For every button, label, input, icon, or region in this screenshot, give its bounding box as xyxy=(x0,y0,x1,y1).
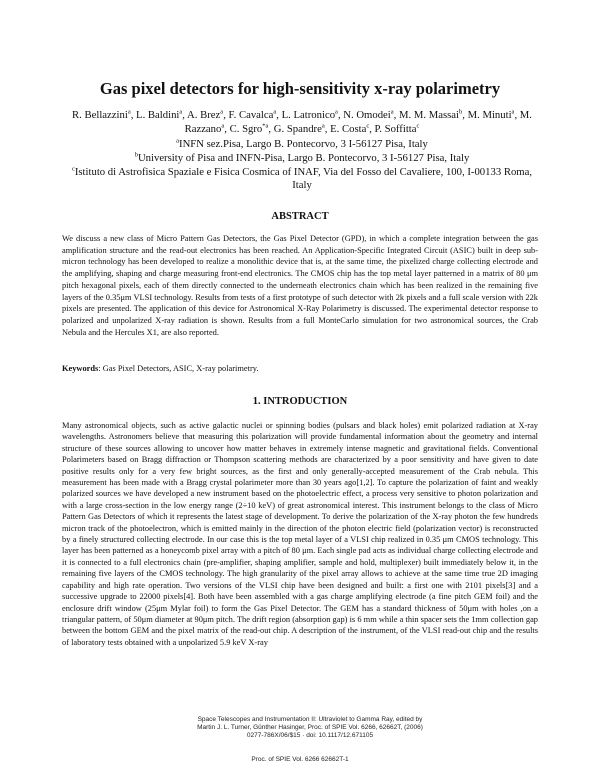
publication-footer xyxy=(170,716,450,741)
author xyxy=(468,109,515,121)
author-affiliation-mark: *a xyxy=(262,122,269,130)
paper-title: Gas pixel detectors for high-sensitivity x-ray polarimetry xyxy=(99,79,501,98)
author-affiliation-mark: a xyxy=(127,108,131,116)
author-name: R. Bellazzini xyxy=(72,109,128,121)
author-name: C. Sgro xyxy=(229,123,263,136)
keywords-label: Keywords xyxy=(62,364,99,373)
affiliation-mark: b xyxy=(134,151,138,159)
author xyxy=(375,123,420,135)
author xyxy=(72,109,131,121)
author-affiliation-mark: a xyxy=(335,108,338,116)
author xyxy=(274,123,325,135)
affiliation xyxy=(70,138,534,152)
author-name: M. Razzano xyxy=(184,109,532,136)
keywords-text: : Gas Pixel Detectors, ASIC, X-ray polarimetry. xyxy=(98,364,259,373)
author xyxy=(399,109,462,121)
author-name: F. Cavalca xyxy=(228,109,274,121)
introduction-text: Many astronomical objects, such as active galactic nuclei or spinning bodies (pulsars and black holes) emit polarized radiation at X-ray wavelengths. Astronomers believe that measuring this polarization will provide fundamental information about the geometry and internal structure of these sources allowing to uncover how matter behaves in extremely intense magnetic and gravitational fields. Conventional Polarimeters based on Bragg diffraction or Thompson scattering methods are characterized by a poor sensitivity and have given to date positive results only for a very few bright sources, as the first and only generally-accepted measurement of the Crab nebula. This measurement has been made with a Bragg crystal polarimeter more than 30 years ago[1,2]. To capture the polarization of faint and weakly polarized sources we have developed a new instrument based on the photoelectric effect, a process very sensitive to photon polarization and with a large cross-section in the low energy range (2÷10 keV) of great astronomical interest. This instrument belongs to the class of Micro Pattern Gas Detectors of which it represents the latest stage of development. To derive the polarization of the X-ray photon the few hundreds micron track of the photoelectron, which is emitted mainly in the direction of the photon electric field (polarization vector) is reconstructed by a finely structured collecting electrode. In our case this is the top metal layer of a VLSI chip realized in 0.35 μm CMOS technology. This layer has been patterned as a honeycomb pixel array with a pitch of 80 μm. Each single pad acts as individual charge collecting electrode and it is connected to a full electronics chain (pre-amplifier, shaping amplifier, sample and hold, multiplexer) built immediately below it, in the remaining five layers of the CMOS technology. The high granularity of the pixel array allows to achieve at the same time true 2D imaging capability and high rate operation. Two versions of the VLSI chip have been designed and built: a first one with 2101 pixels[3] and a successive upgrade to 22000 pixels[4]. Both have been assembled with a gas charge amplifying electrode (a fine pitch GEM foil) and the enclosure drift window (25μm Mylar foil) to form the Gas Pixel Detector. The GEM has a standard thickness of 50μm with holes ,on a triangular pattern, of 50μm diameter at 90μm pitch. The drift region (absorption gap) is 6 mm while a thin spacer sets the 1mm collection gap between the bottom GEM and the pixel matrix of the read-out chip. A description of the instrument, of the VLSI read-out chip and the results of laboratory tests obtained with a unpolarized 5.9 keV X-ray xyxy=(62,421,538,647)
affiliations xyxy=(70,138,534,193)
author-affiliation-mark: a xyxy=(179,108,183,116)
author-affiliation-mark: a xyxy=(273,108,277,116)
affiliation xyxy=(70,166,534,194)
author-affiliation-mark: a xyxy=(221,122,225,130)
author-name: M. Minuti xyxy=(467,109,512,121)
author-name: G. Spandre xyxy=(273,123,322,136)
author-name: A. Brez xyxy=(187,109,221,121)
author-name: L. Latronico xyxy=(281,109,336,121)
page-number: Proc. of SPIE Vol. 6266 62662T-1 xyxy=(251,756,349,763)
author-name: E. Costa xyxy=(330,123,367,136)
author-affiliation-mark: a xyxy=(321,122,325,130)
author xyxy=(282,109,338,121)
author-affiliation-mark: a xyxy=(220,108,224,116)
abstract-heading: ABSTRACT xyxy=(271,211,329,222)
affiliation-text: Istituto di Astrofisica Spaziale e Fisica Cosmica of INAF, Via del Fosso del Cavaliere, 100, I-00133 Roma, Italy xyxy=(74,165,533,192)
author xyxy=(136,109,182,121)
author-affiliation-mark: c xyxy=(366,122,370,130)
author-affiliation-mark: c xyxy=(416,122,420,130)
author-affiliation-mark: b xyxy=(459,108,463,116)
footer-line: Space Telescopes and Instrumentation II: Ultraviolet to Gamma Ray, edited by xyxy=(197,716,423,723)
affiliation-mark: a xyxy=(176,137,180,145)
author-name: P. Soffitta xyxy=(374,123,417,136)
author-name: N. Omodei xyxy=(343,109,391,121)
author xyxy=(343,109,393,121)
author xyxy=(230,123,269,135)
author xyxy=(229,109,277,121)
abstract-text: We discuss a new class of Micro Pattern Gas Detectors, the Gas Pixel Detector (GPD), in which a complete integration between the gas amplification structure and the read-out electronics has been reached. An Application-Specific Integrated Circuit (ASIC) built in deep sub-micron technology has been developed to realize a monolithic device that is, at the same time, the pixelized charge collecting electrode and the amplifying, shaping and charge measuring front-end electronics. The CMOS chip has the top metal layer patterned in a matrix of 80 μm pitch hexagonal pixels, each of them directly connected to the underneath electronics chain which has been realized in the remaining five layers of the 0.35μm VLSI technology. Results from tests of a first prototype of such detector with 2k pixels and a full scale version with 22k pixels are presented. The application of this device for Astronomical X-Ray Polarimetry is discussed. The experimental detector response to polarized and unpolarized X-ray radiation is shown. Results from a full MonteCarlo simulation for two astronomical sources, the Crab Nebula and the Hercules X1, are also reported. xyxy=(62,234,538,337)
author-name: L. Baldini xyxy=(136,109,180,121)
footer-line: 0277-786X/06/$15 · doi: 10.1117/12.671105 xyxy=(246,732,374,740)
affiliation xyxy=(70,152,534,166)
section-heading-introduction: 1. INTRODUCTION xyxy=(252,396,348,407)
author-name: M. M. Massai xyxy=(399,109,459,121)
author xyxy=(330,123,369,135)
author-list: R. Bellazzini$^a$, L. Baldini$^a$, A. Brez$^a$, F. Cavalca$^a$, L. Latronico$^a$, N. Omodei$^a$, M. M. Massai$^b$, M. Minuti$^a$, M. Razzano$^a$, C. Sgro$^{*a}$, G. Spandre$^a$, E. Costa$^c$, P. Soffitta$^c$ xyxy=(72,108,532,136)
keywords xyxy=(62,364,538,373)
author-affiliation-mark: a xyxy=(511,108,515,116)
footer-line: Martin J. L. Turner, Günther Hasinger, Proc. of SPIE Vol. 6266, 62662T, (2006) xyxy=(197,724,423,732)
affiliation-text: University of Pisa and INFN-Pisa, Largo B. Pontecorvo, 3 I-56127 Pisa, Italy xyxy=(137,151,470,164)
author xyxy=(187,109,223,121)
affiliation-mark: c xyxy=(71,165,75,173)
author-affiliation-mark: a xyxy=(390,108,394,116)
affiliation-text: INFN sez.Pisa, Largo B. Pontecorvo, 3 I-56127 Pisa, Italy xyxy=(179,138,428,150)
